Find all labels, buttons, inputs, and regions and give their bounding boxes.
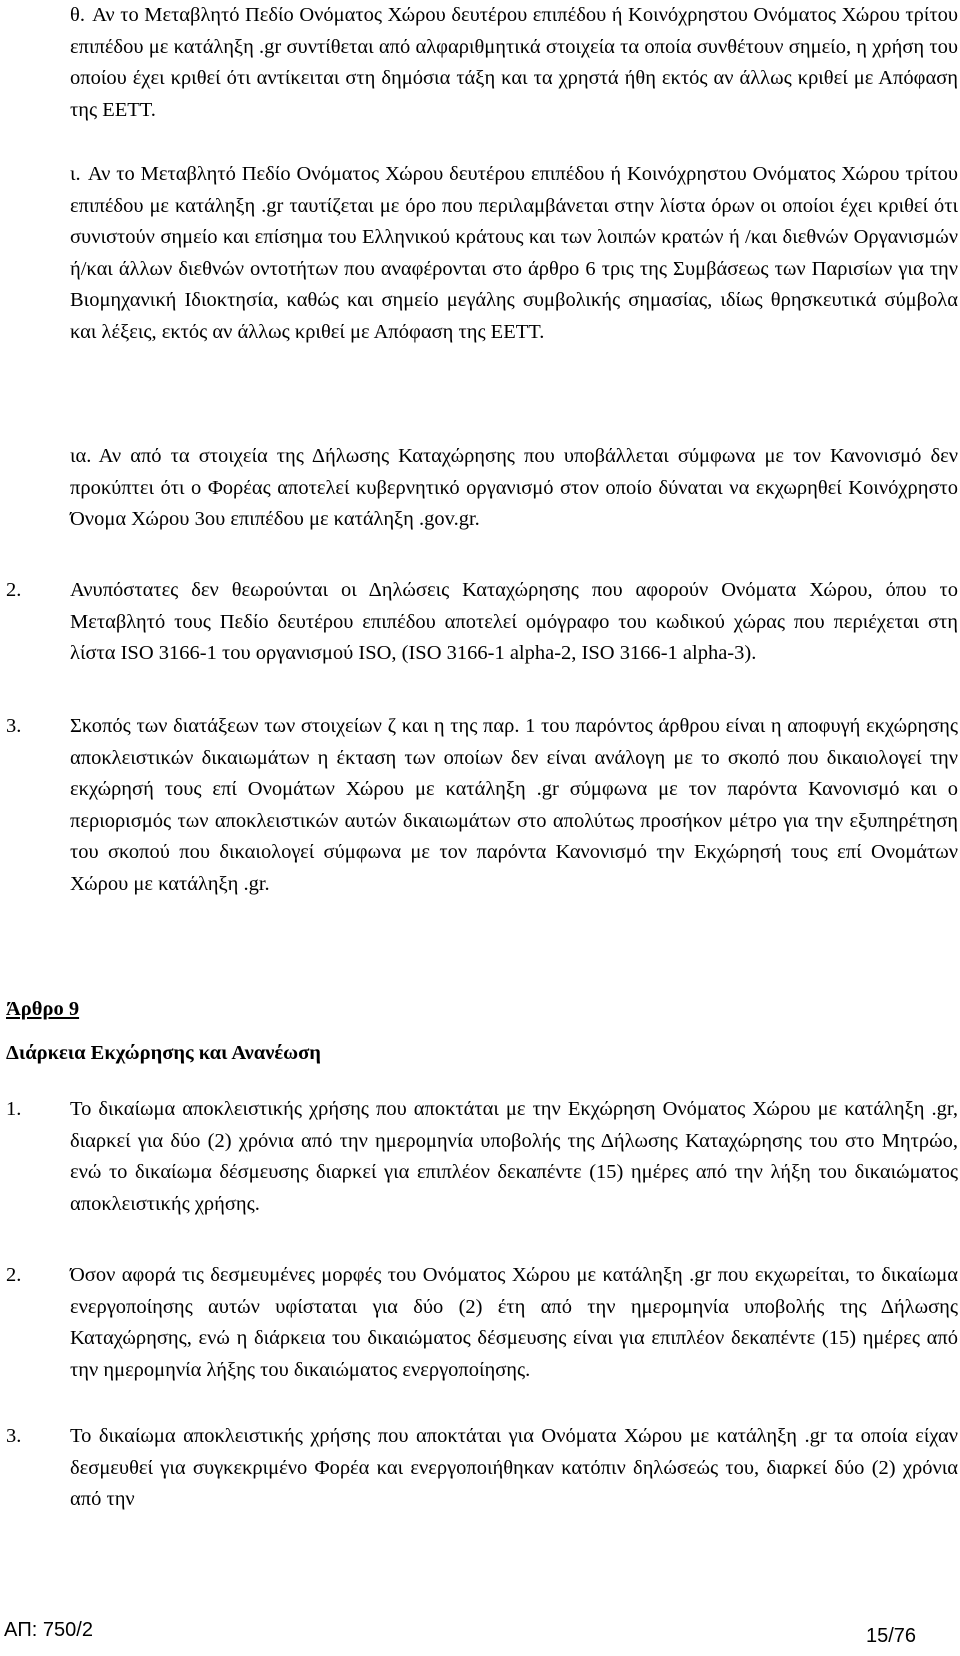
subitem-text: ι. Αν το Μεταβλητό Πεδίο Ονόματος Χώρου δευτέρου επιπέδου ή Κοινόχρηστου Ονόματος Χώρου τρίτου επιπέδου με κατάληξη .gr ταυτίζεται με όρο που περιλαμβάνεται στην λίστα όρων οι οποίοι έχει κριθεί ότι συνιστούν σημείο και επίσημα του Ελληνικού κράτους και των λοιπών κρατών ή /και διεθνών Οργανισμών ή/και άλλων διεθνών οντοτήτων που αναφέρονται στο άρθρο 6 τρις της Συμβάσεως των Παρισίων για την Βιομηχανική Ιδιοκτησία, καθώς και σημείο μεγάλης συμβολικής σημασίας, ιδίως θρησκευτικά σύμβολα και λέξεις, εκτός αν άλλως κριθεί με Απόφαση της ΕΕΤΤ.	[70, 163, 958, 343]
item-text: Το δικαίωμα αποκλειστικής χρήσης που αποκτάται για Ονόματα Χώρου με κατάληξη .gr τα οποία είχαν δεσμευθεί για συγκεκριμένο Φορέα και ενεργοποιήθηκαν κατόπιν δηλώσεώς του, διαρκεί δύο (2) χρόνια από την	[70, 1425, 958, 1510]
subitem-label: ι.	[70, 163, 81, 185]
article-item-1-text	[70, 1094, 958, 1220]
item-text: Όσον αφορά τις δεσμευμένες μορφές του Ονόματος Χώρου με κατάληξη .gr που εκχωρείται, το δικαίωμα ενεργοποίησης αυτών υφίσταται για δύο (2) έτη από την ημερομηνία υποβολής της Δήλωσης Καταχώρησης, ενώ η διάρκεια του δικαιώματος δέσμευσης είναι για επιπλέον δεκαπέντε (15) ημέρες από την ημερομηνία λήξης του δικαιώματος ενεργοποίησης.	[70, 1264, 958, 1381]
item-2-text	[70, 575, 958, 670]
subitem-theta	[70, 0, 958, 162]
item-text: Ανυπόστατες δεν θεωρούνται οι Δηλώσεις Καταχώρησης που αφορούν Ονόματα Χώρου, όπου το Μεταβλητό τους Πεδίο δευτέρου επιπέδου αποτελεί ομόγραφο του κωδικού χώρας που περιέχεται στη λίστα ISO 3166-1 του οργανισμού ISO, (ISO 3166-1 alpha-2, ISO 3166-1 alpha-3).	[70, 579, 958, 664]
item-3-text	[70, 711, 958, 900]
item-number: 1.	[6, 1098, 22, 1120]
article-number: Άρθρο 9	[6, 998, 80, 1020]
item-text: Σκοπός των διατάξεων των στοιχείων ζ και η της παρ. 1 του παρόντος άρθρου είναι η αποφυγή εκχώρησης αποκλειστικών δικαιωμάτων η έκταση των οποίων δεν είναι ανάλογη με το σκοπό που δικαιολογεί την εκχώρησή τους επί Ονομάτων Χώρου με κατάληξη .gr σύμφωνα με τον παρόντα Κανονισμό και ο περιορισμός των αποκλειστικών αυτών δικαιωμάτων στο απολύτως προσήκον μέτρο για την εξυπηρέτηση του σκοπού που δικαιολογεί σύμφωνα με τον παρόντα Κανονισμό την Εκχώρησή τους επί Ονομάτων Χώρου με κατάληξη .gr.	[70, 715, 958, 895]
item-number: 2.	[6, 1264, 22, 1286]
subitem-text: θ. Αν το Μεταβλητό Πεδίο Ονόματος Χώρου δευτέρου επιπέδου ή Κοινόχρηστου Ονόματος Χώρου τρίτου επιπέδου με κατάληξη .gr συντίθεται από αλφαριθμητικά στοιχεία τα οποία συνθέτουν σημείο, η χρήση του οποίου έχει κριθεί ότι αντίκειται στη δημόσια τάξη και τα χρηστά ήθη εκτός αν άλλως κριθεί με Απόφαση της ΕΕΤΤ.	[70, 4, 958, 121]
subitem-iota	[70, 159, 958, 439]
article-item-2-text	[70, 1260, 958, 1386]
subitem-iota-alpha	[70, 441, 958, 571]
subitem-label: θ.	[70, 4, 85, 26]
footer-reference: ΑΠ: 750/2	[4, 1619, 93, 1641]
item-number: 2.	[6, 579, 22, 601]
subitem-text: ια. Αν από τα στοιχεία της Δήλωσης Καταχώρησης που υποβάλλεται σύμφωνα με τον Κανονισμό δεν προκύπτει ότι ο Φορέας αποτελεί κυβερνητικό οργανισμό στον οποίο δύναται να εκχωρηθεί Κοινόχρηστο Όνομα Χώρου 3ου επιπέδου με κατάληξη .gov.gr.	[70, 445, 958, 530]
page-number: 15/76	[866, 1625, 917, 1647]
article-item-3-text	[70, 1421, 958, 1516]
article-title: Διάρκεια Εκχώρησης και Ανανέωση	[6, 1042, 321, 1064]
subitem-label: ια.	[70, 445, 92, 467]
item-text: Το δικαίωμα αποκλειστικής χρήσης που αποκτάται με την Εκχώρηση Ονόματος Χώρου με κατάληξη .gr, διαρκεί για δύο (2) χρόνια από την ημερομηνία υποβολής της Δήλωσης Καταχώρησης του στο Μητρώο, ενώ το δικαίωμα δέσμευσης διαρκεί για επιπλέον δεκαπέντε (15) ημέρες από την λήξη του δικαιώματος αποκλειστικής χρήσης.	[70, 1098, 958, 1215]
item-number: 3.	[6, 1425, 22, 1447]
item-number: 3.	[6, 715, 22, 737]
